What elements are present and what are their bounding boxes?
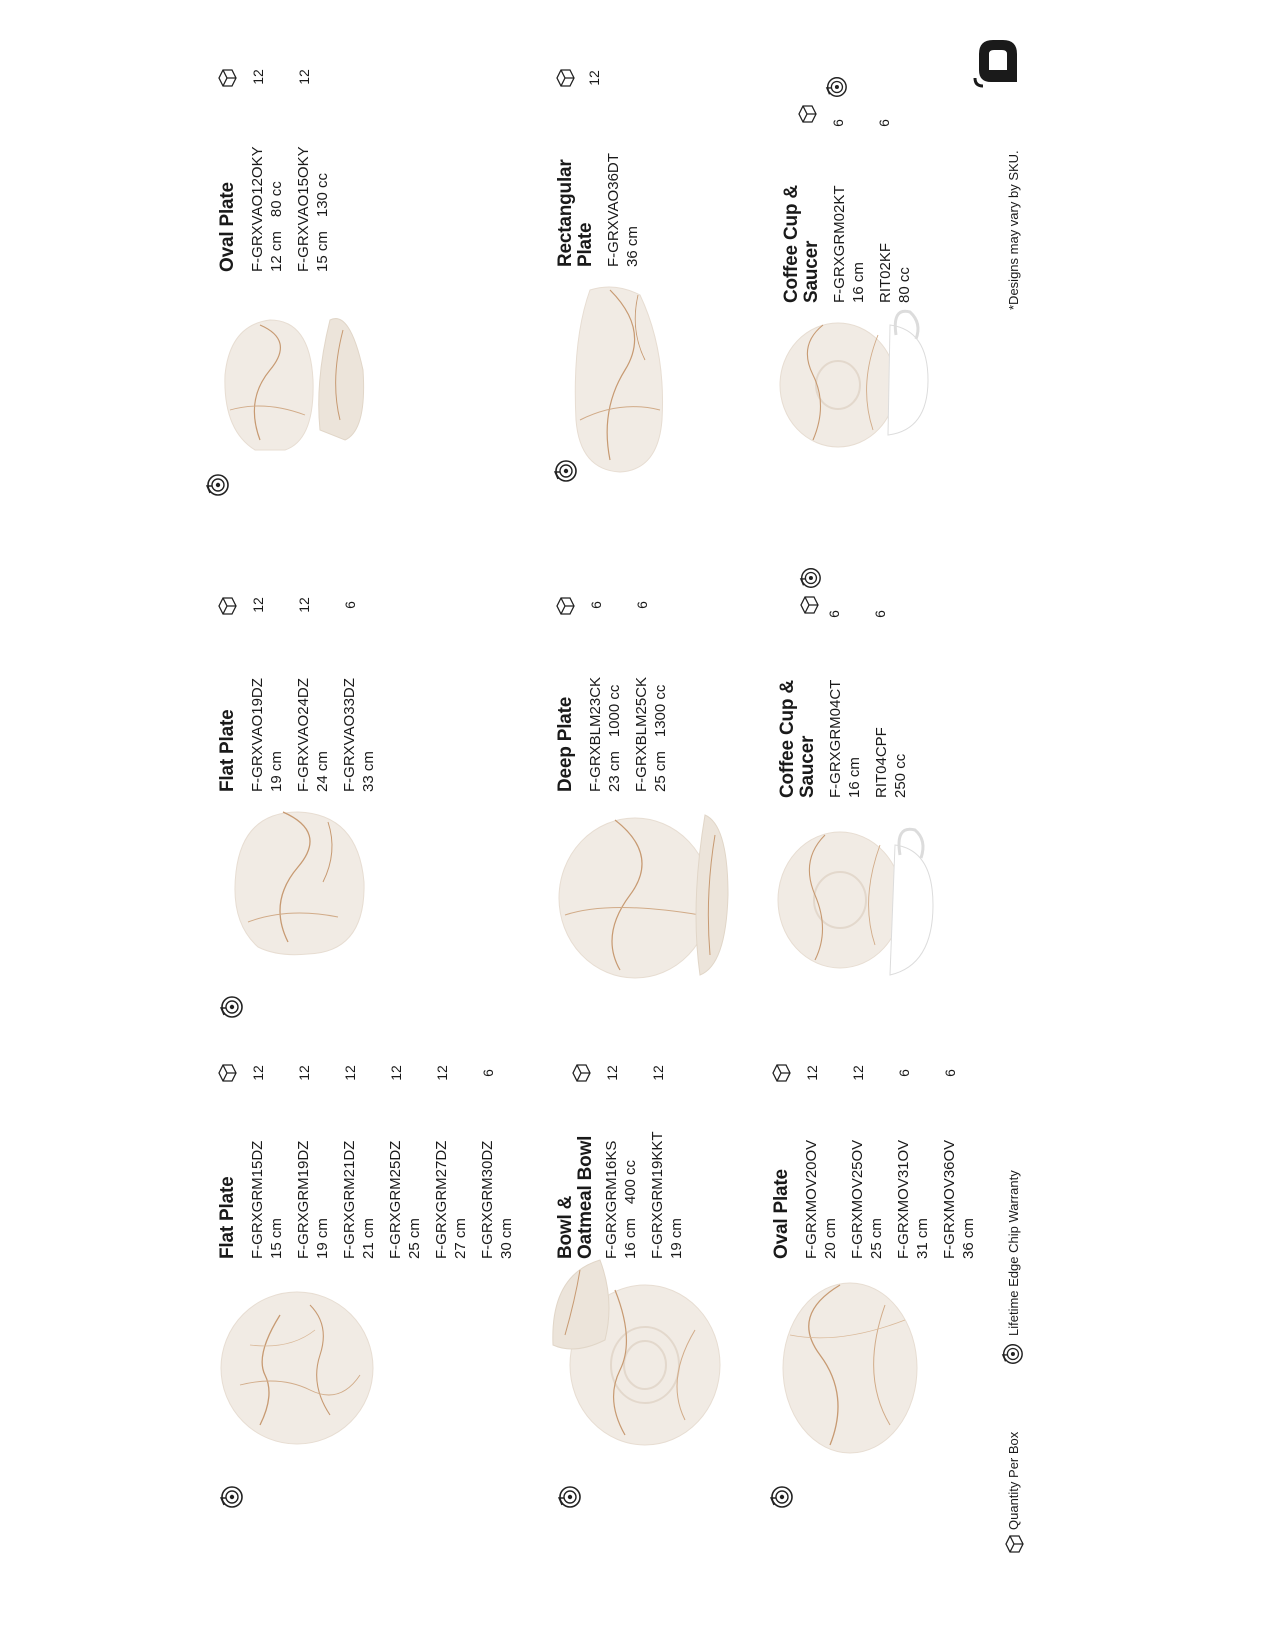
qty-value: 6 <box>830 119 846 127</box>
coffee-cup-saucer-image <box>778 300 933 475</box>
qty-value: 6 <box>876 119 892 127</box>
qty-value: 12 <box>850 1065 866 1081</box>
oval-plate-large-image <box>780 1280 920 1455</box>
qty-value: 6 <box>634 601 650 609</box>
designs-note: *Designs may vary by SKU. <box>1006 150 1021 310</box>
qty-value: 6 <box>588 601 604 609</box>
list-item: F-GRXMOV20OV 20 cm <box>803 1139 839 1259</box>
list-item: F-GRXVAO15OKY 15 cm130 cc <box>295 146 331 272</box>
section-title: Coffee Cup & Saucer <box>781 185 822 303</box>
qty-value: 6 <box>896 1069 912 1077</box>
list-item: F-GRXVAO19DZ 19 cm <box>249 678 285 792</box>
box-icon <box>216 595 243 617</box>
qty-value: 12 <box>650 1065 666 1081</box>
qty-value: 6 <box>342 601 358 609</box>
chip-warranty-icon <box>556 1484 587 1510</box>
deep-plate-image <box>550 810 730 985</box>
section-coffee-cup-kt <box>782 185 822 303</box>
qty-value: 6 <box>480 1069 496 1077</box>
section-flat-plate-grm <box>218 1177 238 1259</box>
flat-plate-organic-image <box>228 807 368 962</box>
section-coffee-cup-ct <box>778 680 818 798</box>
section-flat-plate-vao <box>218 710 238 792</box>
chip-warranty-icon <box>768 1484 799 1510</box>
qty-value: 12 <box>804 1065 820 1081</box>
list-item: F-GRXGRM02KT 16 cm <box>831 185 867 303</box>
section-oval-plate-mov <box>772 1169 792 1259</box>
qty-value: 12 <box>250 1065 266 1081</box>
legend-warranty: Lifetime Edge Chip Warranty <box>1006 1170 1021 1336</box>
box-icon <box>1003 1533 1030 1555</box>
box-icon <box>798 594 825 616</box>
section-deep-plate <box>556 697 576 792</box>
list-item: F-GRXBLM25CK 25 cm1300 cc <box>633 676 669 792</box>
box-icon <box>796 103 823 125</box>
qty-value: 12 <box>296 69 312 85</box>
section-oval-plate-vao <box>218 182 238 272</box>
qty-value: 6 <box>826 610 842 618</box>
qty-value: 12 <box>250 597 266 613</box>
list-item: F-GRXGRM25DZ 25 cm <box>387 1140 423 1259</box>
flat-plate-round-image <box>220 1290 375 1445</box>
qty-value: 12 <box>296 597 312 613</box>
section-title: Flat Plate <box>217 1176 238 1259</box>
list-item: F-GRXGRM27DZ 27 cm <box>433 1140 469 1259</box>
section-title: Bowl & Oatmeal Bowl <box>555 1135 596 1259</box>
qty-value: 12 <box>296 1065 312 1081</box>
list-item: RIT04CPF 250 cc <box>873 727 909 798</box>
legend-quantity: Quantity Per Box <box>1006 1431 1021 1530</box>
list-item: F-GRXGRM04CT 16 cm <box>827 679 863 798</box>
list-item: F-GRXGRM19DZ 19 cm <box>295 1140 331 1259</box>
box-icon <box>570 1062 597 1084</box>
section-bowl <box>556 1136 596 1259</box>
section-rectangular-plate <box>556 159 596 267</box>
qty-value: 12 <box>250 69 266 85</box>
list-item: F-GRXVAO33DZ 33 cm <box>341 678 377 792</box>
qty-value: 12 <box>434 1065 450 1081</box>
bowl-image <box>545 1255 730 1450</box>
chip-warranty-icon <box>218 994 249 1020</box>
box-icon <box>770 1062 797 1084</box>
list-item: F-GRXGRM30DZ 30 cm <box>479 1140 515 1259</box>
section-title: Deep Plate <box>555 696 576 792</box>
chip-warranty-icon <box>1000 1342 1029 1366</box>
rectangular-plate-image <box>570 280 670 480</box>
qty-value: 12 <box>342 1065 358 1081</box>
box-icon <box>216 1062 243 1084</box>
list-item: F-GRXVAO36DT 36 cm <box>605 153 641 267</box>
qty-value: 6 <box>942 1069 958 1077</box>
section-title: Flat Plate <box>217 709 238 792</box>
list-item: F-GRXGRM16KS 16 cm400 cc <box>603 1140 639 1259</box>
list-item: F-GRXBLM23CK 23 cm1000 cc <box>587 676 623 792</box>
section-title: Oval Plate <box>217 182 238 272</box>
qty-value: 12 <box>586 70 602 86</box>
list-item: F-GRXGRM19KKT 19 cm <box>649 1131 685 1259</box>
list-item: F-GRXGRM15DZ 15 cm <box>249 1140 285 1259</box>
section-title: Coffee Cup & Saucer <box>777 680 818 798</box>
coffee-cup-saucer-image <box>775 815 935 990</box>
list-item: F-GRXMOV31OV 31 cm <box>895 1139 931 1259</box>
chip-warranty-icon <box>798 566 827 590</box>
chip-warranty-icon <box>824 75 853 99</box>
box-icon <box>554 595 581 617</box>
oval-plate-small-image <box>215 300 375 460</box>
list-item: F-GRXVAO24DZ 24 cm <box>295 678 331 792</box>
chip-warranty-icon <box>218 1484 249 1510</box>
qty-value: 12 <box>388 1065 404 1081</box>
chip-warranty-icon <box>204 472 235 498</box>
list-item: F-GRXVAO12OKY 12 cm80 cc <box>249 146 285 272</box>
section-title: Rectangular Plate <box>555 159 596 267</box>
qty-value: 12 <box>604 1065 620 1081</box>
box-icon <box>554 67 581 89</box>
qty-value: 6 <box>872 610 888 618</box>
box-icon <box>216 67 243 89</box>
list-item: F-GRXMOV36OV 36 cm <box>941 1139 977 1259</box>
section-title: Oval Plate <box>771 1169 792 1259</box>
list-item: F-GRXMOV25OV 25 cm <box>849 1139 885 1259</box>
list-item: F-GRXGRM21DZ 21 cm <box>341 1140 377 1259</box>
list-item: RIT02KF 80 cc <box>877 242 913 303</box>
brand-logo-icon <box>973 34 1028 88</box>
